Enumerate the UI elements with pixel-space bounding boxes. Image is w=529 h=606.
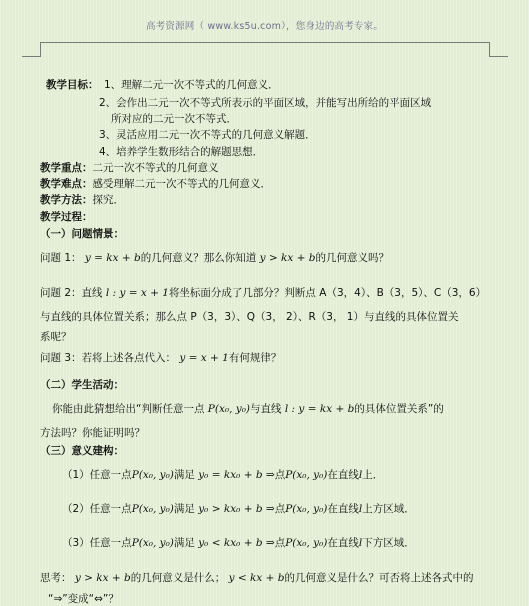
meaning-cond-prefix: 满足 [173,537,195,549]
meaning-result-prefix: 点 [274,469,286,481]
think-line1 [40,571,473,585]
goal-item-1: 1、理解二元一次不等式的几何意义． [104,79,279,91]
question-2-line2: 与直线的具体位置关系；那么点 P（3，3）、Q（3， 2）、R（3， 1）与直线的具体位置关 [40,311,459,323]
meaning-row-2 [62,502,415,516]
think-prefix: 思考： [40,572,72,584]
goal-item-2-cont: 所对应的二元一次不等式． [111,113,237,125]
q1-mid: 的几何意义？那么你知道 [140,252,257,264]
meaning-num: （2）任意一点 [62,503,132,515]
section1-title: （一）问题情景： [40,228,124,240]
header-rule-left [40,42,41,56]
meaning-result: 在直线 [327,537,359,549]
meaning-point: P(x₀, y₀) [131,503,174,515]
difficulty-text: 感受理解二元一次不等式的几何意义． [92,178,271,190]
meaning-result: 在直线 [327,503,359,515]
q1-suffix: 的几何意义吗？ [315,252,389,264]
question-3 [40,351,281,365]
meaning-num: （3）任意一点 [62,537,132,549]
section2-title: （二）学生活动： [40,379,124,391]
section3-title: （三）意义建构： [40,445,124,457]
key-point-label: 教学重点： [40,162,93,174]
goal-item-4: 4、培养学生数形结合的解题思想． [99,146,264,158]
meaning-condition: y₀ > kx₀ + b ⇒ [198,503,275,515]
think-math-1: y > kx + b [74,572,131,584]
key-point-row [40,161,219,175]
q1-math-2: y > kx + b [259,252,316,264]
difficulty-label: 教学难点： [40,178,93,190]
method-label: 教学方法： [40,194,93,206]
goal-item-2: 2、会作出二元一次不等式所表示的平面区域，并能写出所给的平面区域 [99,97,432,109]
think-math-2: y < kx + b [228,572,285,584]
meaning-point-2: P(x₀, y₀) [285,537,328,549]
q2-prefix: 问题 2：直线 [40,287,103,299]
meaning-line-l: l [358,503,363,515]
meaning-tail: 上． [362,469,384,481]
q1-math-1: y = kx + b [84,252,141,264]
process-label: 教学过程： [40,211,93,223]
q2-suffix: 将坐标面分成了几部分？判断点 A（3，4）、B（3，5）、C（3，6） [168,287,487,299]
meaning-point: P(x₀, y₀) [131,469,174,481]
method-row [40,193,124,207]
meaning-line-l: l [358,537,363,549]
activity-math-1: P(x₀, y₀) [207,403,251,415]
activity-math-2: l : y = kx + b [284,403,355,415]
meaning-condition: y₀ < kx₀ + b ⇒ [198,537,275,549]
q1-prefix: 问题 1： [40,252,82,264]
meaning-tail: 上方区域． [362,503,415,515]
difficulty-row [40,177,271,191]
meaning-point: P(x₀, y₀) [131,537,174,549]
meaning-point-2: P(x₀, y₀) [285,503,328,515]
think-line2: “⇒”变成“⇔”？ [48,593,119,605]
think-mid-2: 的几何意义是什么？可否将上述各式中的 [284,572,474,584]
question-1 [40,251,389,265]
meaning-num: （1）任意一点 [62,469,132,481]
meaning-result: 在直线 [327,469,359,481]
meaning-cond-prefix: 满足 [173,469,195,481]
meaning-cond-prefix: 满足 [173,503,195,515]
margin-corner-left [22,56,41,57]
q3-prefix: 问题 3：若将上述各点代入： [40,352,177,364]
meaning-condition: y₀ = kx₀ + b ⇒ [198,469,275,481]
question-2-line3: 系呢？ [40,331,72,343]
header-rule-right [489,42,490,56]
goal-item-3: 3、灵活应用二元一次不等式的几何意义解题． [99,129,316,141]
activity-suffix: 的具体位置关系”的 [354,403,444,415]
q2-math: l : y = x + 1 [105,287,169,299]
activity-line1 [52,402,444,416]
method-text: 探究． [92,194,124,206]
activity-mid: 与直线 [250,403,282,415]
key-point-text: 二元一次不等式的几何意义 [92,162,219,174]
activity-prefix: 你能由此猜想给出“判断任意一点 [52,403,205,415]
question-2-line1 [40,286,486,300]
meaning-result-prefix: 点 [274,503,286,515]
goals-label: 教学目标： [46,79,99,91]
meaning-row-3 [62,536,415,550]
meaning-tail: 下方区域． [362,537,415,549]
q3-math: y = x + 1 [179,352,229,364]
margin-corner-right [489,56,508,57]
meaning-line-l: l [358,469,363,481]
meaning-row-1 [62,468,383,482]
page-header: 高考资源网（ www.ks5u.com），您身边的高考专家。 [145,21,384,32]
header-rule [40,42,489,43]
meaning-point-2: P(x₀, y₀) [285,469,328,481]
activity-line2: 方法吗？你能证明吗？ [40,427,145,439]
think-mid-1: 的几何意义是什么； [130,572,226,584]
meaning-result-prefix: 点 [274,537,286,549]
q3-suffix: 有何规律？ [228,352,282,364]
